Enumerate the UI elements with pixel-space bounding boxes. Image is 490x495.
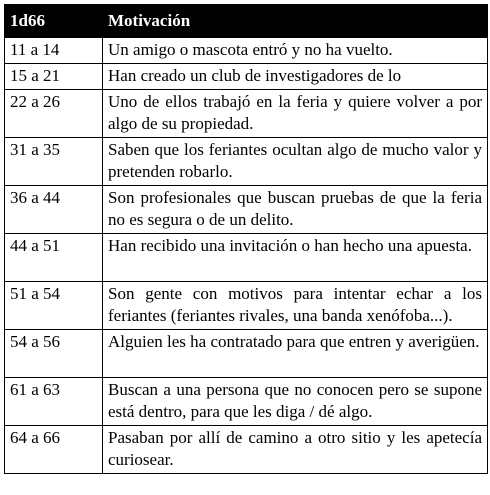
- motivation-text: Han creado un club de investigadores de lo: [103, 64, 488, 90]
- table-row: [5, 38, 488, 64]
- motivation-text: Uno de ellos trabajó en la feria y quiere volver a por algo de su propiedad.: [103, 90, 488, 138]
- roll-range: 31 a 35: [5, 138, 103, 186]
- roll-range: 36 a 44: [5, 186, 103, 234]
- table-row: [5, 234, 488, 282]
- table-row: [5, 378, 488, 426]
- table-row: [5, 330, 488, 378]
- motivation-text: Saben que los feriantes ocultan algo de mucho valor y pretenden robarlo.: [103, 138, 488, 186]
- motivation-text: Alguien les ha contratado para que entren y averigüen.: [103, 330, 488, 378]
- roll-range: 61 a 63: [5, 378, 103, 426]
- roll-range: 44 a 51: [5, 234, 103, 282]
- roll-range: 64 a 66: [5, 426, 103, 474]
- header-motivation: Motivación: [103, 5, 488, 38]
- roll-range: 11 a 14: [5, 38, 103, 64]
- table-row: [5, 186, 488, 234]
- header-roll: 1d66: [5, 5, 103, 38]
- motivation-text: Pasaban por allí de camino a otro sitio y les apetecía curiosear.: [103, 426, 488, 474]
- table-row: [5, 138, 488, 186]
- table-row: [5, 90, 488, 138]
- motivation-table: [4, 4, 488, 474]
- roll-range: 54 a 56: [5, 330, 103, 378]
- roll-range: 51 a 54: [5, 282, 103, 330]
- table-row: [5, 282, 488, 330]
- motivation-text: Son profesionales que buscan pruebas de que la feria no es segura o de un delito.: [103, 186, 488, 234]
- motivation-text: Buscan a una persona que no conocen pero se supone está dentro, para que les diga / dé algo.: [103, 378, 488, 426]
- roll-range: 15 a 21: [5, 64, 103, 90]
- motivation-text: Un amigo o mascota entró y no ha vuelto.: [103, 38, 488, 64]
- motivation-text: Son gente con motivos para intentar echar a los feriantes (feriantes rivales, una banda xenófoba...).: [103, 282, 488, 330]
- table-header-row: [5, 5, 488, 38]
- roll-range: 22 a 26: [5, 90, 103, 138]
- table-row: [5, 426, 488, 474]
- motivation-text: Han recibido una invitación o han hecho una apuesta.: [103, 234, 488, 282]
- table-row: [5, 64, 488, 90]
